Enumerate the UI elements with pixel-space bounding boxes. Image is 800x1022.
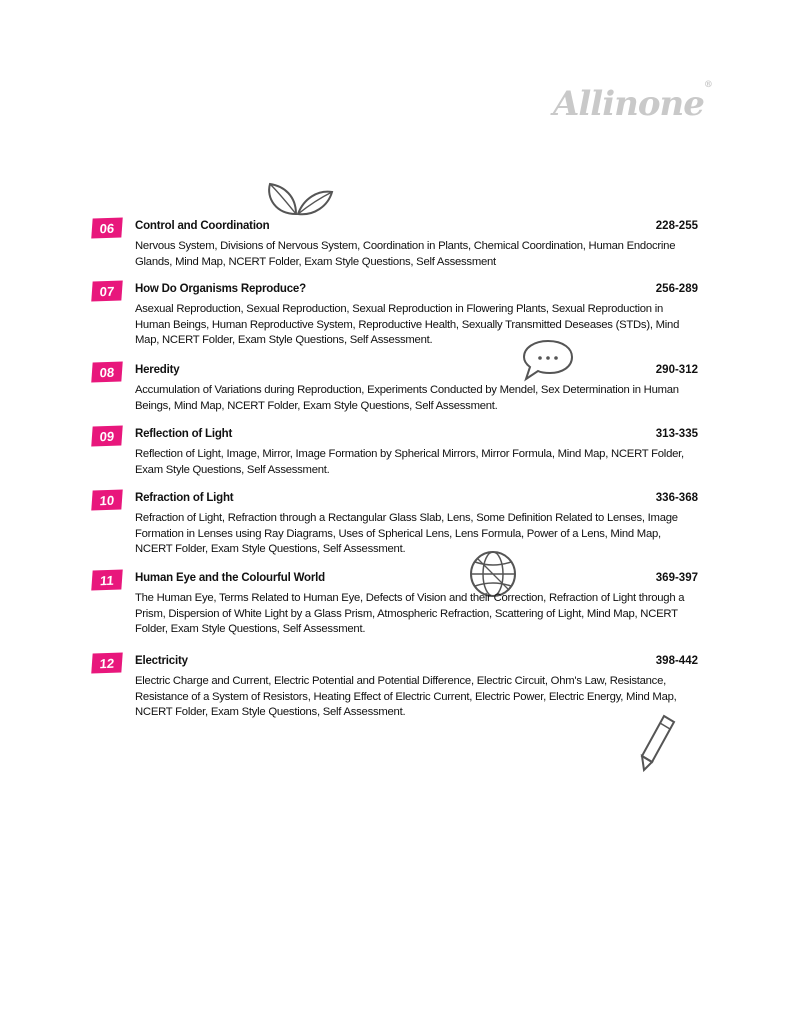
chapter-pages: 369-397 (655, 572, 698, 584)
chapter-pages: 313-335 (655, 428, 698, 440)
chapter-number-badge: 08 (91, 361, 122, 382)
chapter-title: Electricity (135, 655, 188, 667)
chapter-topics: Refraction of Light, Refraction through a Rectangular Glass Slab, Lens, Some Definition Related to Lenses, Image Formation in Lenses using Ray Diagrams, Uses of Spherical Lens, Lens Formula, Power of a Lens, Mind Map, NCERT Folder, Exam Style Questions, Self Assessment. (135, 512, 678, 555)
registered-mark: ® (703, 79, 712, 90)
chapter-number-badge: 12 (91, 652, 122, 673)
chapter-number-badge: 11 (91, 569, 122, 590)
chapter-topics: Accumulation of Variations during Reproduction, Experiments Conducted by Mendel, Sex Determination in Human Beings, Mind Map, NCERT Folder, Exam Style Questions, Self Assessment. (135, 384, 679, 412)
chapter-pages: 228-255 (655, 220, 698, 232)
chapter-topics: Nervous System, Divisions of Nervous System, Coordination in Plants, Chemical Coordination, Human Endocrine Glands, Mind Map, NCERT Folder, Exam Style Questions, Self Assessment (135, 240, 676, 268)
brand-logo (553, 79, 712, 124)
chapter-topics: Reflection of Light, Image, Mirror, Image Formation by Spherical Mirrors, Mirror Formula, Mind Map, NCERT Folder, Exam Style Questions, Self Assessment. (135, 448, 684, 476)
chapter-title: Control and Coordination (135, 220, 270, 232)
chapter-number-badge: 09 (91, 425, 122, 446)
chapter-title: Reflection of Light (135, 428, 233, 440)
chapter-title: Refraction of Light (135, 492, 234, 504)
chapter-pages: 398-442 (655, 655, 698, 667)
chapter-topics: The Human Eye, Terms Related to Human Eye, Defects of Vision and their Correction, Refraction of Light through a Prism, Dispersion of White Light by a Glass Prism, Atmospheric Refraction, Scattering of Light, Mind Map, NCERT Folder, Exam Style Questions, Self Assessment. (135, 592, 685, 635)
pencil-icon (634, 712, 678, 774)
chapter-pages: 336-368 (655, 492, 698, 504)
chapter-number-badge: 10 (91, 489, 122, 510)
chapter-pages: 290-312 (655, 364, 698, 376)
chapter-title: Human Eye and the Colourful World (135, 572, 325, 584)
chapter-pages: 256-289 (655, 283, 698, 295)
chapter-topics: Electric Charge and Current, Electric Potential and Potential Difference, Electric Circuit, Ohm's Law, Resistance, Resistance of a System of Resistors, Heating Effect of Electric Current, Electric Power, Electric Energy, Mind Map, NCERT Folder, Exam Style Questions, Self Assessment. (135, 675, 677, 718)
chapter-title: How Do Organisms Reproduce? (135, 283, 306, 295)
leaves-icon (262, 180, 334, 218)
chapter-number-badge: 07 (91, 280, 122, 301)
chapter-topics: Asexual Reproduction, Sexual Reproduction, Sexual Reproduction in Flowering Plants, Sexual Reproduction in Human Beings, Human Reproductive System, Reproductive Health, Sexually Transmitted Deseases (STDs), Mind Map, NCERT Folder, Exam Style Questions, Self Assessment. (135, 303, 680, 346)
chapter-number-badge: 06 (91, 217, 122, 238)
brand-logo-text: Allinone (553, 84, 704, 124)
chapter-title: Heredity (135, 364, 180, 376)
